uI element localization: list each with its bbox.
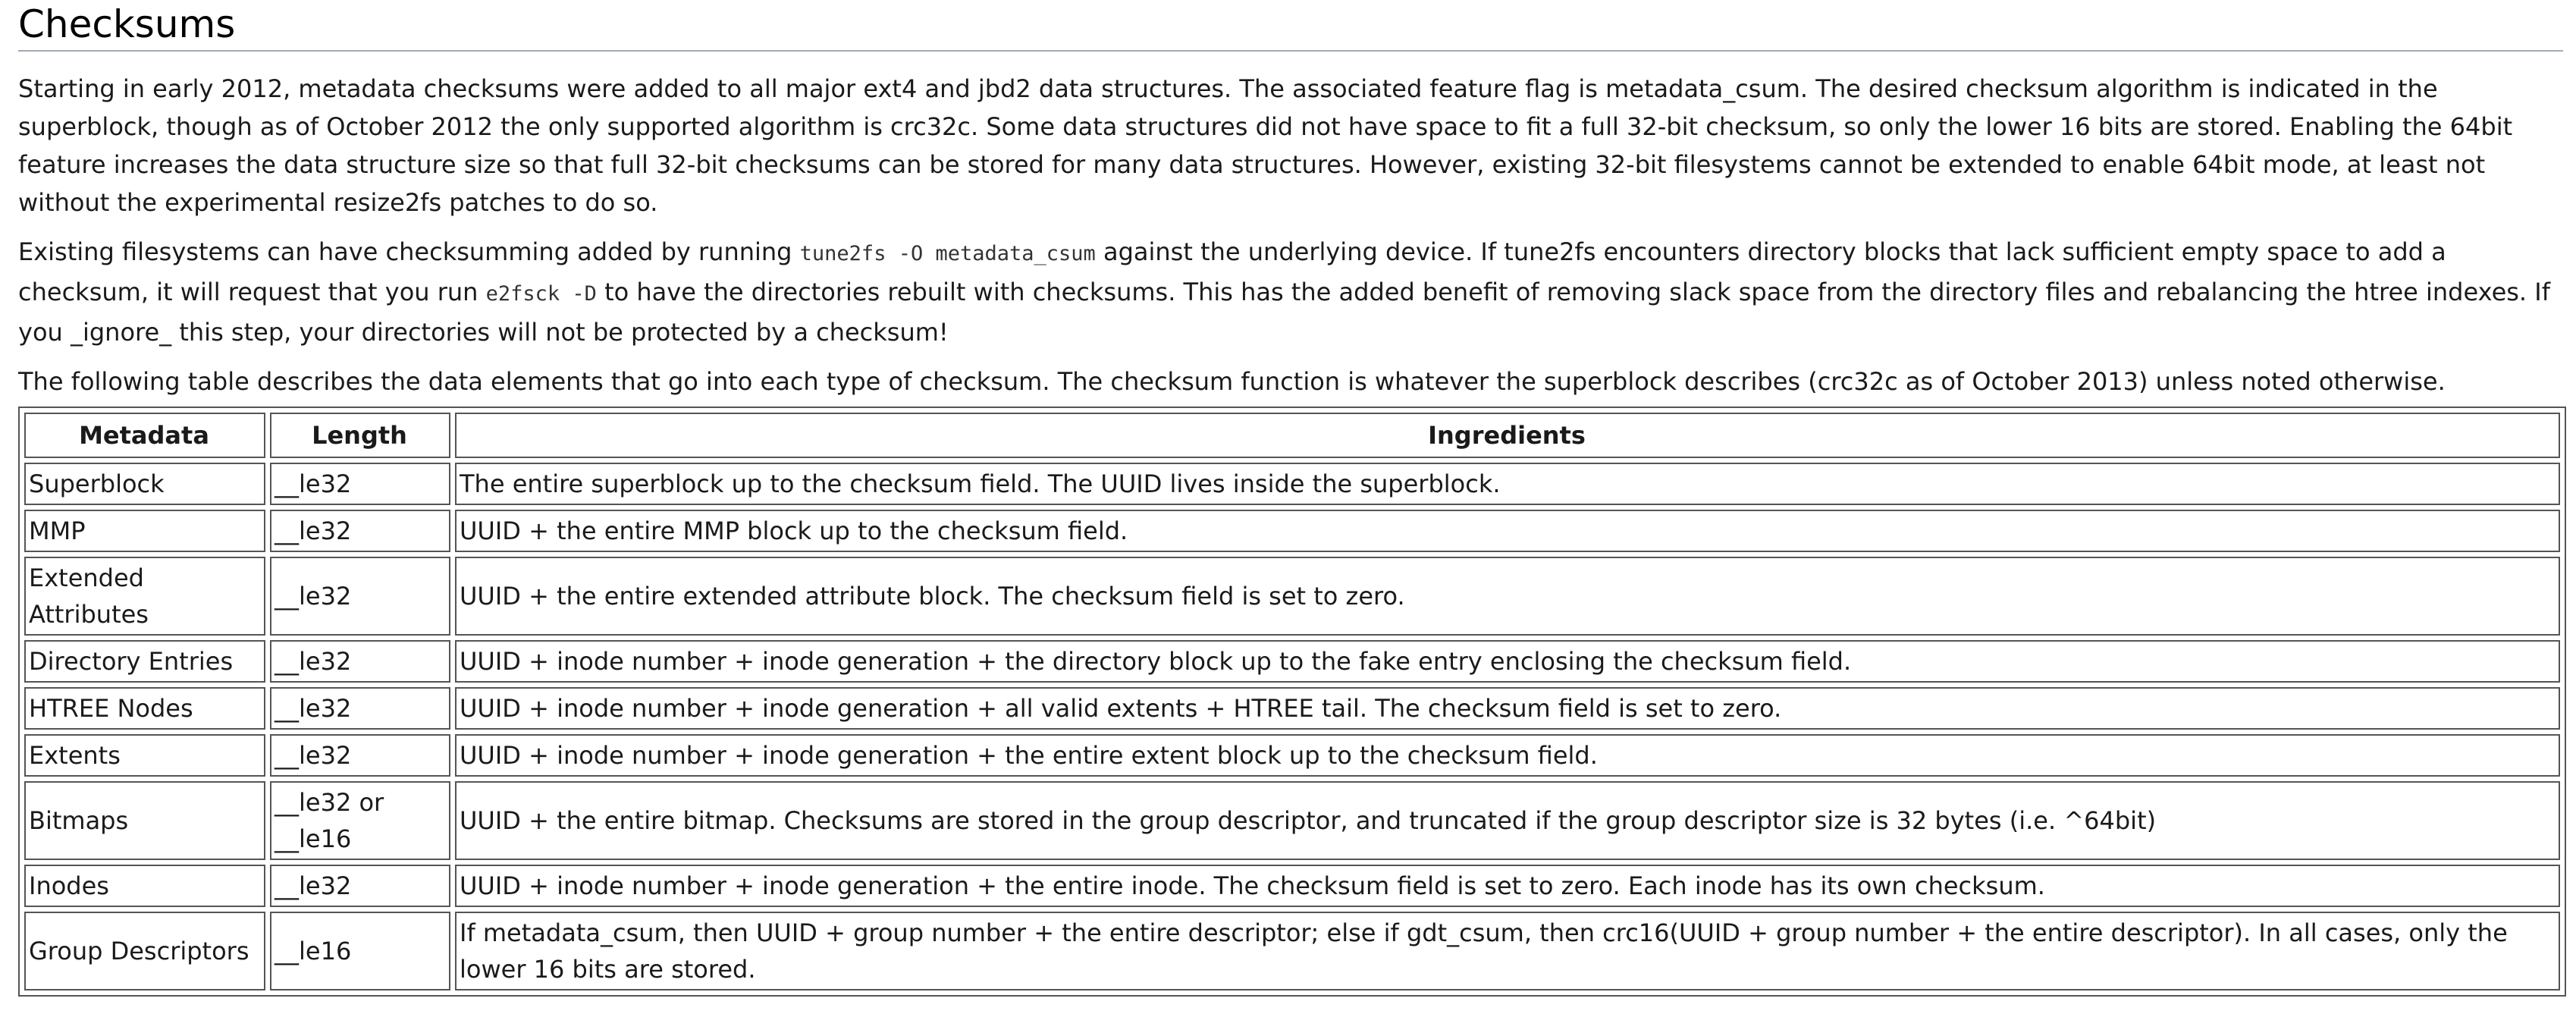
paragraph-enabling xyxy=(18,233,2563,351)
cell-length: __le16 xyxy=(270,912,450,990)
cell-metadata: Superblock xyxy=(24,463,265,505)
cell-ingredients: UUID + inode number + inode generation + the directory block up to the fake entry enclosing the checksum field. xyxy=(455,640,2560,683)
cell-ingredients: UUID + inode number + inode generation + the entire inode. The checksum field is set to zero. Each inode has its own checksum. xyxy=(455,865,2560,907)
table-row xyxy=(24,463,2560,505)
table-row xyxy=(24,865,2560,907)
cell-ingredients: UUID + the entire bitmap. Checksums are stored in the group descriptor, and truncated if the group descriptor size is 32 bytes (i.e. ^64bit) xyxy=(455,781,2560,860)
cell-length: __le32 xyxy=(270,734,450,777)
paragraph-text: to have the directories rebuilt with checksums. This has the added benefit of removing slack space from the directory files and rebalancing the htree indexes. If you _ignore_ this step, your directories will not be protected by a checksum! xyxy=(18,278,2550,347)
cell-ingredients: If metadata_csum, then UUID + group number + the entire descriptor; else if gdt_csum, then crc16(UUID + group number + the entire descriptor). In all cases, only the lower 16 bits are stored. xyxy=(455,912,2560,990)
table-header-row xyxy=(24,413,2560,458)
cell-metadata: Directory Entries xyxy=(24,640,265,683)
cell-metadata: Extents xyxy=(24,734,265,777)
paragraph-intro: Starting in early 2012, metadata checksums were added to all major ext4 and jbd2 data structures. The associated feature flag is metadata_csum. The desired checksum algorithm is indicated in the superblock, though as of October 2012 the only supported algorithm is crc32c. Some data structures did not have space to fit a full 32-bit checksum, so only the lower 16 bits are stored. Enabling the 64bit feature increases the data structure size so that full 32-bit checksums can be stored for many data structures. However, existing 32-bit filesystems cannot be extended to enable 64bit mode, at least not without the experimental resize2fs patches to do so. xyxy=(18,74,2513,217)
cell-metadata: Extended Attributes xyxy=(24,557,265,636)
cell-metadata: Inodes xyxy=(24,865,265,907)
table-row xyxy=(24,557,2560,636)
paragraph-text: Existing filesystems can have checksumming added by running xyxy=(18,237,800,266)
cell-metadata: Bitmaps xyxy=(24,781,265,860)
table-row xyxy=(24,687,2560,730)
paragraph-text: against the underlying device. If tune2fs encounters directory blocks that lack sufficient empty space to add a checksum, it will request that you run xyxy=(18,237,2446,306)
column-header-metadata: Metadata xyxy=(24,413,265,458)
cell-length: __le32 xyxy=(270,640,450,683)
cell-length: __le32 xyxy=(270,687,450,730)
table-row xyxy=(24,734,2560,777)
cell-ingredients: UUID + inode number + inode generation + all valid extents + HTREE tail. The checksum field is set to zero. xyxy=(455,687,2560,730)
cell-length: __le32 xyxy=(270,463,450,505)
paragraph-table-intro: The following table describes the data elements that go into each type of checksum. The checksum function is whatever the superblock describes (crc32c as of October 2013) unless noted otherwise. xyxy=(18,367,2446,396)
inline-code-tune2fs: tune2fs -O metadata_csum xyxy=(799,242,1096,265)
cell-length: __le32 or __le16 xyxy=(270,781,450,860)
cell-ingredients: UUID + the entire extended attribute block. The checksum field is set to zero. xyxy=(455,557,2560,636)
cell-metadata: HTREE Nodes xyxy=(24,687,265,730)
cell-ingredients: The entire superblock up to the checksum field. The UUID lives inside the superblock. xyxy=(455,463,2560,505)
cell-metadata: MMP xyxy=(24,510,265,552)
cell-ingredients: UUID + inode number + inode generation + the entire extent block up to the checksum field. xyxy=(455,734,2560,777)
column-header-length: Length xyxy=(270,413,450,458)
cell-length: __le32 xyxy=(270,865,450,907)
inline-code-e2fsck: e2fsck -D xyxy=(485,282,597,306)
section-title: Checksums xyxy=(18,0,2563,52)
column-header-ingredients: Ingredients xyxy=(455,413,2560,458)
cell-metadata: Group Descriptors xyxy=(24,912,265,990)
page-content xyxy=(18,0,2563,997)
cell-ingredients: UUID + the entire MMP block up to the checksum field. xyxy=(455,510,2560,552)
cell-length: __le32 xyxy=(270,557,450,636)
table-row xyxy=(24,781,2560,860)
cell-length: __le32 xyxy=(270,510,450,552)
checksum-table xyxy=(18,407,2566,997)
table-row xyxy=(24,912,2560,990)
table-row xyxy=(24,640,2560,683)
table-row xyxy=(24,510,2560,552)
